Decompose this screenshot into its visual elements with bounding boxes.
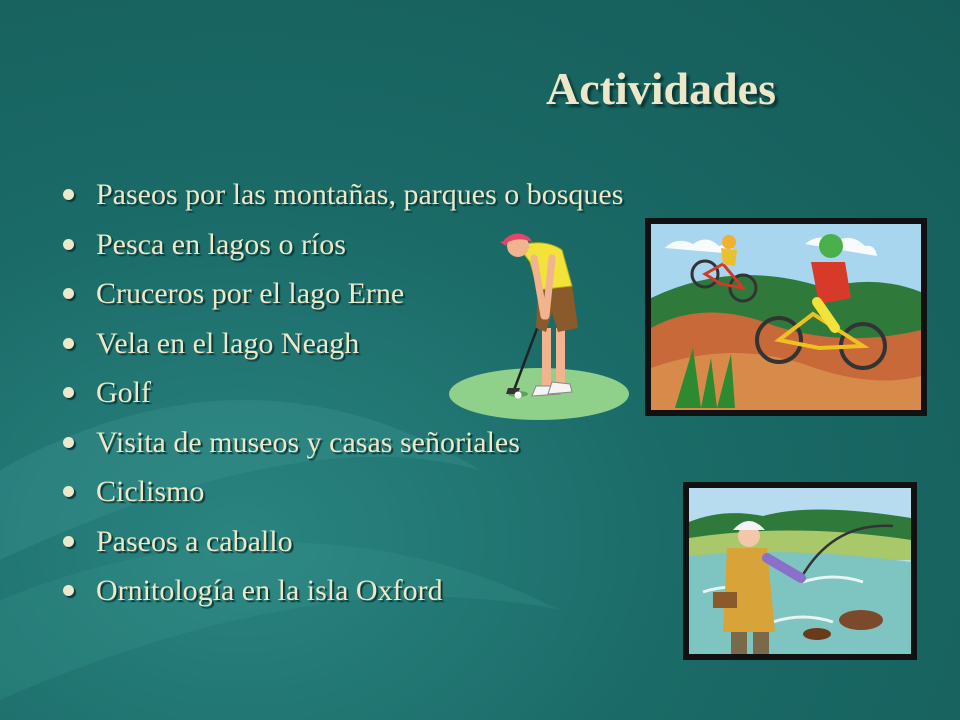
list-item-text: Cruceros por el lago Erne — [96, 277, 405, 310]
bullet-dot — [63, 387, 74, 398]
list-item-text: Ciclismo — [96, 475, 205, 508]
list-item — [60, 517, 623, 567]
bullet-dot — [63, 437, 74, 448]
list-item-text: Ornitología en la isla Oxford — [96, 574, 443, 607]
bullet-dot — [63, 338, 74, 349]
bullet-dot — [63, 189, 74, 200]
fisherman-clipart — [683, 482, 917, 660]
bullet-dot — [63, 239, 74, 250]
list-item-text: Vela en el lago Neagh — [96, 326, 360, 360]
list-item-text: Visita de museos y casas señoriales — [96, 425, 520, 459]
list-item — [60, 418, 623, 468]
list-item — [60, 170, 623, 220]
list-item-text: Golf — [96, 376, 151, 409]
bullet-dot — [63, 486, 74, 497]
bullet-dot — [63, 288, 74, 299]
list-item-text: Paseos a caballo — [96, 524, 293, 558]
golfer-clipart — [448, 228, 632, 424]
list-item — [60, 566, 623, 616]
cyclists-clipart — [645, 218, 927, 416]
list-item-text: Pesca en lagos o ríos — [96, 227, 346, 261]
list-item-text: Paseos por las montañas, parques o bosques — [96, 178, 624, 211]
bullet-dot — [63, 536, 74, 547]
list-item — [60, 467, 623, 517]
bullet-dot — [63, 585, 74, 596]
slide-title: Actividades — [546, 63, 776, 114]
